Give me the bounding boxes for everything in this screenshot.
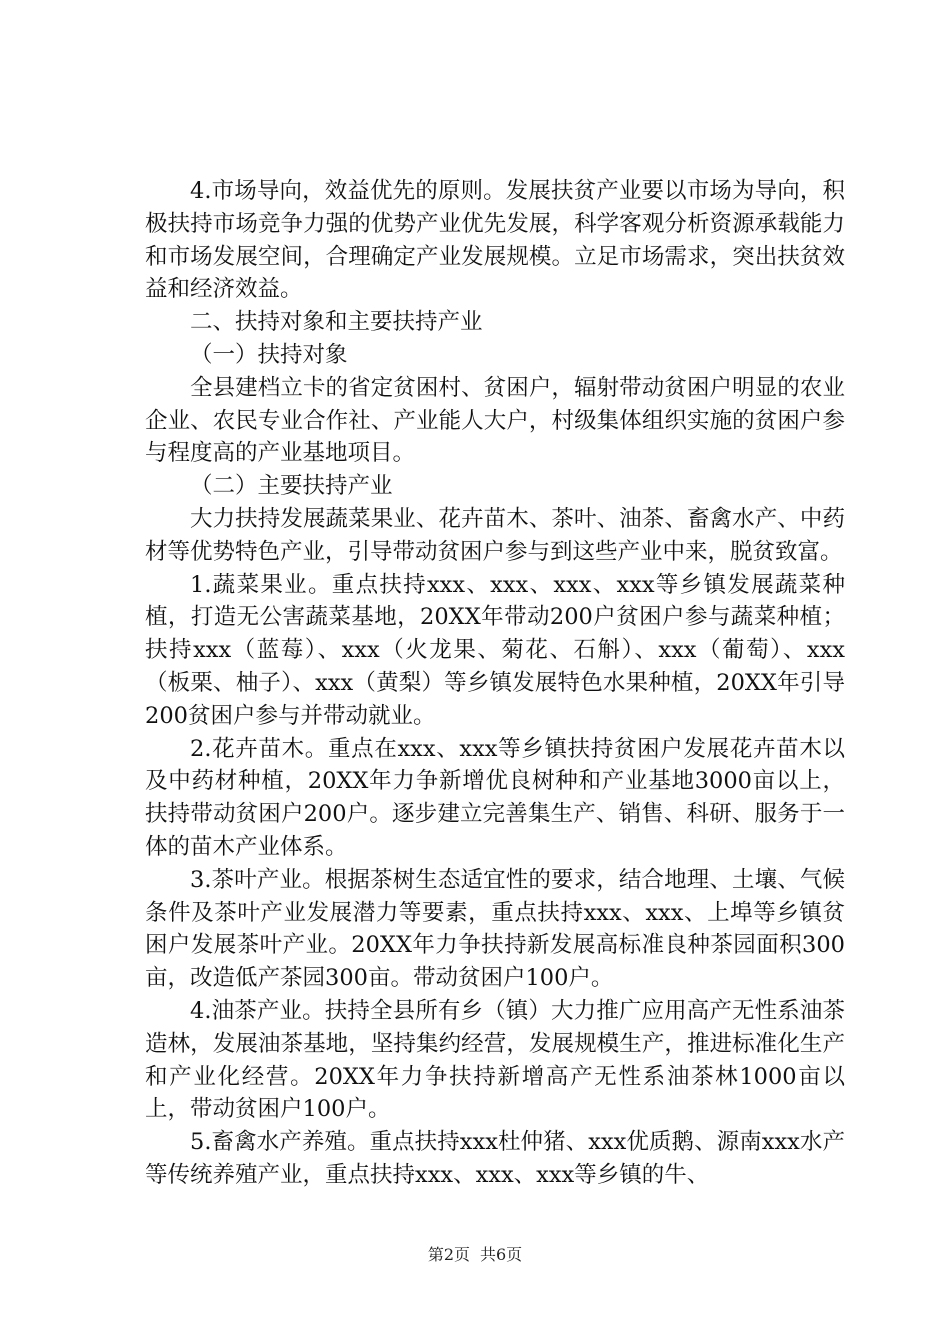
subsection-heading-industries: （二）主要扶持产业: [190, 473, 393, 500]
page-footer: [0, 1242, 950, 1265]
subsection-heading-targets: （一）扶持对象: [190, 341, 348, 368]
paragraph-tea: 3.茶叶产业。根据茶树生态适宜性的要求，结合地理、土壤、气候条件及茶叶产业发展潜力等要素，重点扶持xxx、xxx、上埠等乡镇贫困户发展茶叶产业。20XX年力争扶持新发展高标准良种茶园面积300亩，改造低产茶园300亩。带动贫困户100户。: [145, 866, 845, 992]
paragraph-market-principle: 4.市场导向，效益优先的原则。发展扶贫产业要以市场为导向，积极扶持市场竞争力强的优势产业优先发展，科学客观分析资源承载能力和市场发展空间，合理确定产业发展规模。立足市场需求，突出扶贫效益和经济效益。: [145, 178, 845, 303]
paragraph-targets: 全县建档立卡的省定贫困村、贫困户，辐射带动贫困户明显的农业企业、农民专业合作社、产业能人大户，村级集体组织实施的贫困户参与程度高的产业基地项目。: [145, 374, 845, 467]
document-body: [145, 175, 845, 1192]
paragraph-oil-tea: 4.油茶产业。扶持全县所有乡（镇）大力推广应用高产无性系油茶造林，发展油茶基地，坚持集约经营，发展规模生产，推进标准化生产和产业化经营。20XX年力争扶持新增高产无性系油茶林1000亩以上，带动贫困户100户。: [145, 997, 845, 1123]
section-heading-2: 二、扶持对象和主要扶持产业: [190, 309, 483, 336]
paragraph-vegetables-fruit: 1.蔬菜果业。重点扶持xxx、xxx、xxx、xxx等乡镇发展蔬菜种植，打造无公害蔬菜基地，20XX年带动200户贫困户参与蔬菜种植；扶持xxx（蓝莓）、xxx（火龙果、菊花、石斛）、xxx（葡萄）、xxx（板栗、柚子）、xxx（黄梨）等乡镇发展特色水果种植，20XX年引导200贫困户参与并带动就业。: [145, 571, 845, 729]
paragraph-flowers-seedlings: 2.花卉苗木。重点在xxx、xxx等乡镇扶持贫困户发展花卉苗木以及中药材种植，20XX年力争新增优良树种和产业基地3000亩以上，扶持带动贫困户200户。逐步建立完善集生产、销售、科研、服务于一体的苗木产业体系。: [145, 735, 845, 860]
page-number: 第2页: [427, 1245, 470, 1264]
paragraph-industries-intro: 大力扶持发展蔬菜果业、花卉苗木、茶叶、油茶、畜禽水产、中药材等优势特色产业，引导带动贫困户参与到这些产业中来，脱贫致富。: [145, 505, 845, 565]
total-pages: 共6页: [480, 1245, 523, 1264]
paragraph-livestock-aquatic: 5.畜禽水产养殖。重点扶持xxx杜仲猪、xxx优质鹅、源南xxx水产等传统养殖产业，重点扶持xxx、xxx、xxx等乡镇的牛、: [145, 1129, 845, 1188]
